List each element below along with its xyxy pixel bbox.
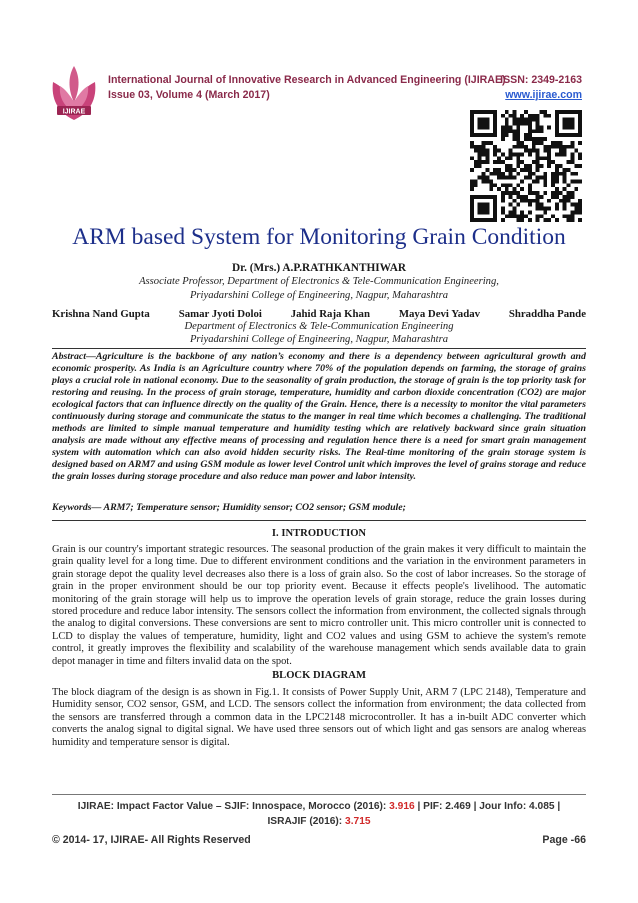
divider	[52, 520, 586, 521]
lead-affiliation-line2: Priyadarshini College of Engineering, Nagpur, Maharashtra	[189, 290, 449, 301]
lead-author: Dr. (Mrs.) A.P.RATHKANTHIWAR	[231, 262, 407, 274]
israjif-line: ISRAJIF (2016): 3.715	[267, 816, 371, 827]
journal-name: International Journal of Innovative Research in Advanced Engineering (IJIRAE)	[108, 74, 506, 86]
sjif-value: 3.916	[389, 801, 415, 812]
divider	[52, 348, 586, 349]
coauthor-list	[52, 308, 586, 320]
logo-text: IJIRAE	[62, 108, 86, 116]
section-heading-introduction: I. INTRODUCTION	[271, 528, 367, 539]
keywords: Keywords— ARM7; Temperature sensor; Humidity sensor; CO2 sensor; GSM module;	[52, 502, 406, 513]
paper-title: ARM based System for Monitoring Grain Condition	[72, 224, 566, 250]
issue-info: Issue 03, Volume 4 (March 2017)	[108, 89, 270, 101]
journal-website-link[interactable]: www.ijirae.com	[505, 89, 582, 101]
coauthor-name: Samar Jyoti Doloi	[178, 308, 262, 320]
copyright: © 2014- 17, IJIRAE- All Rights Reserved	[52, 834, 251, 846]
coauthor-name: Shraddha Pande	[508, 308, 586, 320]
qr-code	[470, 110, 582, 222]
page-number: Page -66	[542, 834, 586, 846]
coauthor-name: Maya Devi Yadav	[398, 308, 480, 320]
lead-affiliation-line1: Associate Professor, Department of Electronics & Tele-Communication Engineering,	[139, 276, 499, 287]
journal-logo	[47, 62, 101, 124]
impact-factor-line: IJIRAE: Impact Factor Value – SJIF: Innospace, Morocco (2016): 3.916 | PIF: 2.469 | Jour Info: 4.085 |	[77, 801, 561, 812]
footer-divider	[52, 794, 586, 795]
coauthor-name: Jahid Raja Khan	[290, 308, 370, 320]
coauthor-affiliation-line1: Department of Electronics & Tele-Communication Engineering	[184, 321, 454, 332]
coauthor-affiliation-line2: Priyadarshini College of Engineering, Nagpur, Maharashtra	[189, 334, 449, 345]
abstract: Abstract—Agriculture is the backbone of any nation’s economy and there is a dependency between agricultural growth and economic prosperity. As India is an Agriculture country where 70% of the population depends on farming, the storage of grains plays a crucial role in national economy. Due to the seasonality of grain production, the storage of grain is the top priority task for restoring and reusing. In the process of grain storage, temperature, humidity and carbon dioxide concentration (CO2) are major ecological factors that can influence directly on the quality of the Grain. Hence, there is a necessity to monitor the vital parameters continuously during storage and communicate the status to the manger in real time which becomes a challenging. The traditional methods are limited to simple manual temperature and humidity testing which are relatively backward since grain situation analysis are made without any effective means of processing and regulation hence there is a need for smart grain management system with automation which can also avoid hidden security risks. The Real-time monitoring of the grain storage system is designed based on ARM7 and using GSM module as lower level Control unit which improves the level of grains storage and reduce the grain losses during storage procedure and also reduce man power and labor intensity.	[52, 351, 586, 482]
introduction-text: Grain is our country's important strategic resources. The seasonal production of the grain makes it very difficult to maintain the grain quality level for a long time. Due to different environment conditions and the variation in the environment parameters in grain storage depot the quality level decreases also there is a loss of grain also. So the cost of labor increases. So the storage of grain in the proper environment should be our top priority event. Because it effects people's livelihood. The automatic monitoring of the grain storage will help us to improve the operation levels of grain storage, reduce the grain losses during stored procedure and reduce labor intensity. The sensors collect the information from environment, the collected signals through the analog to digital conversions. These conversions are sent to micro controller unit. This micro controller unit is connected to LCD to display the values of temperature, humidity, light and CO2 values and using GSM to achieve the system's remote control, it greatly improves the flexibility and scalability of the warehouse management which sends available data to grain depot manager in time and filters invalid data on the spot.	[52, 544, 586, 667]
issn: ISSN: 2349-2163	[500, 74, 582, 86]
block-diagram-text: The block diagram of the design is as shown in Fig.1. It consists of Power Supply Unit, ARM 7 (LPC 2148), Temperature and Humidity sensor, CO2 sensor, GSM, and LCD. The sensors collect the information from environment; the data collected from the sensors are transferred through a common data in the LPC2148 microcontroller. It has a in-built ADC converter which converts the analog signal to digital signal. We have used three sensors out of which light and gas sensors are analog whereas humidity and temperature sensor is digital.	[52, 687, 586, 748]
coauthor-name: Krishna Nand Gupta	[52, 308, 150, 320]
israjif-value: 3.715	[345, 816, 371, 827]
section-heading-block-diagram: BLOCK DIAGRAM	[272, 670, 366, 681]
